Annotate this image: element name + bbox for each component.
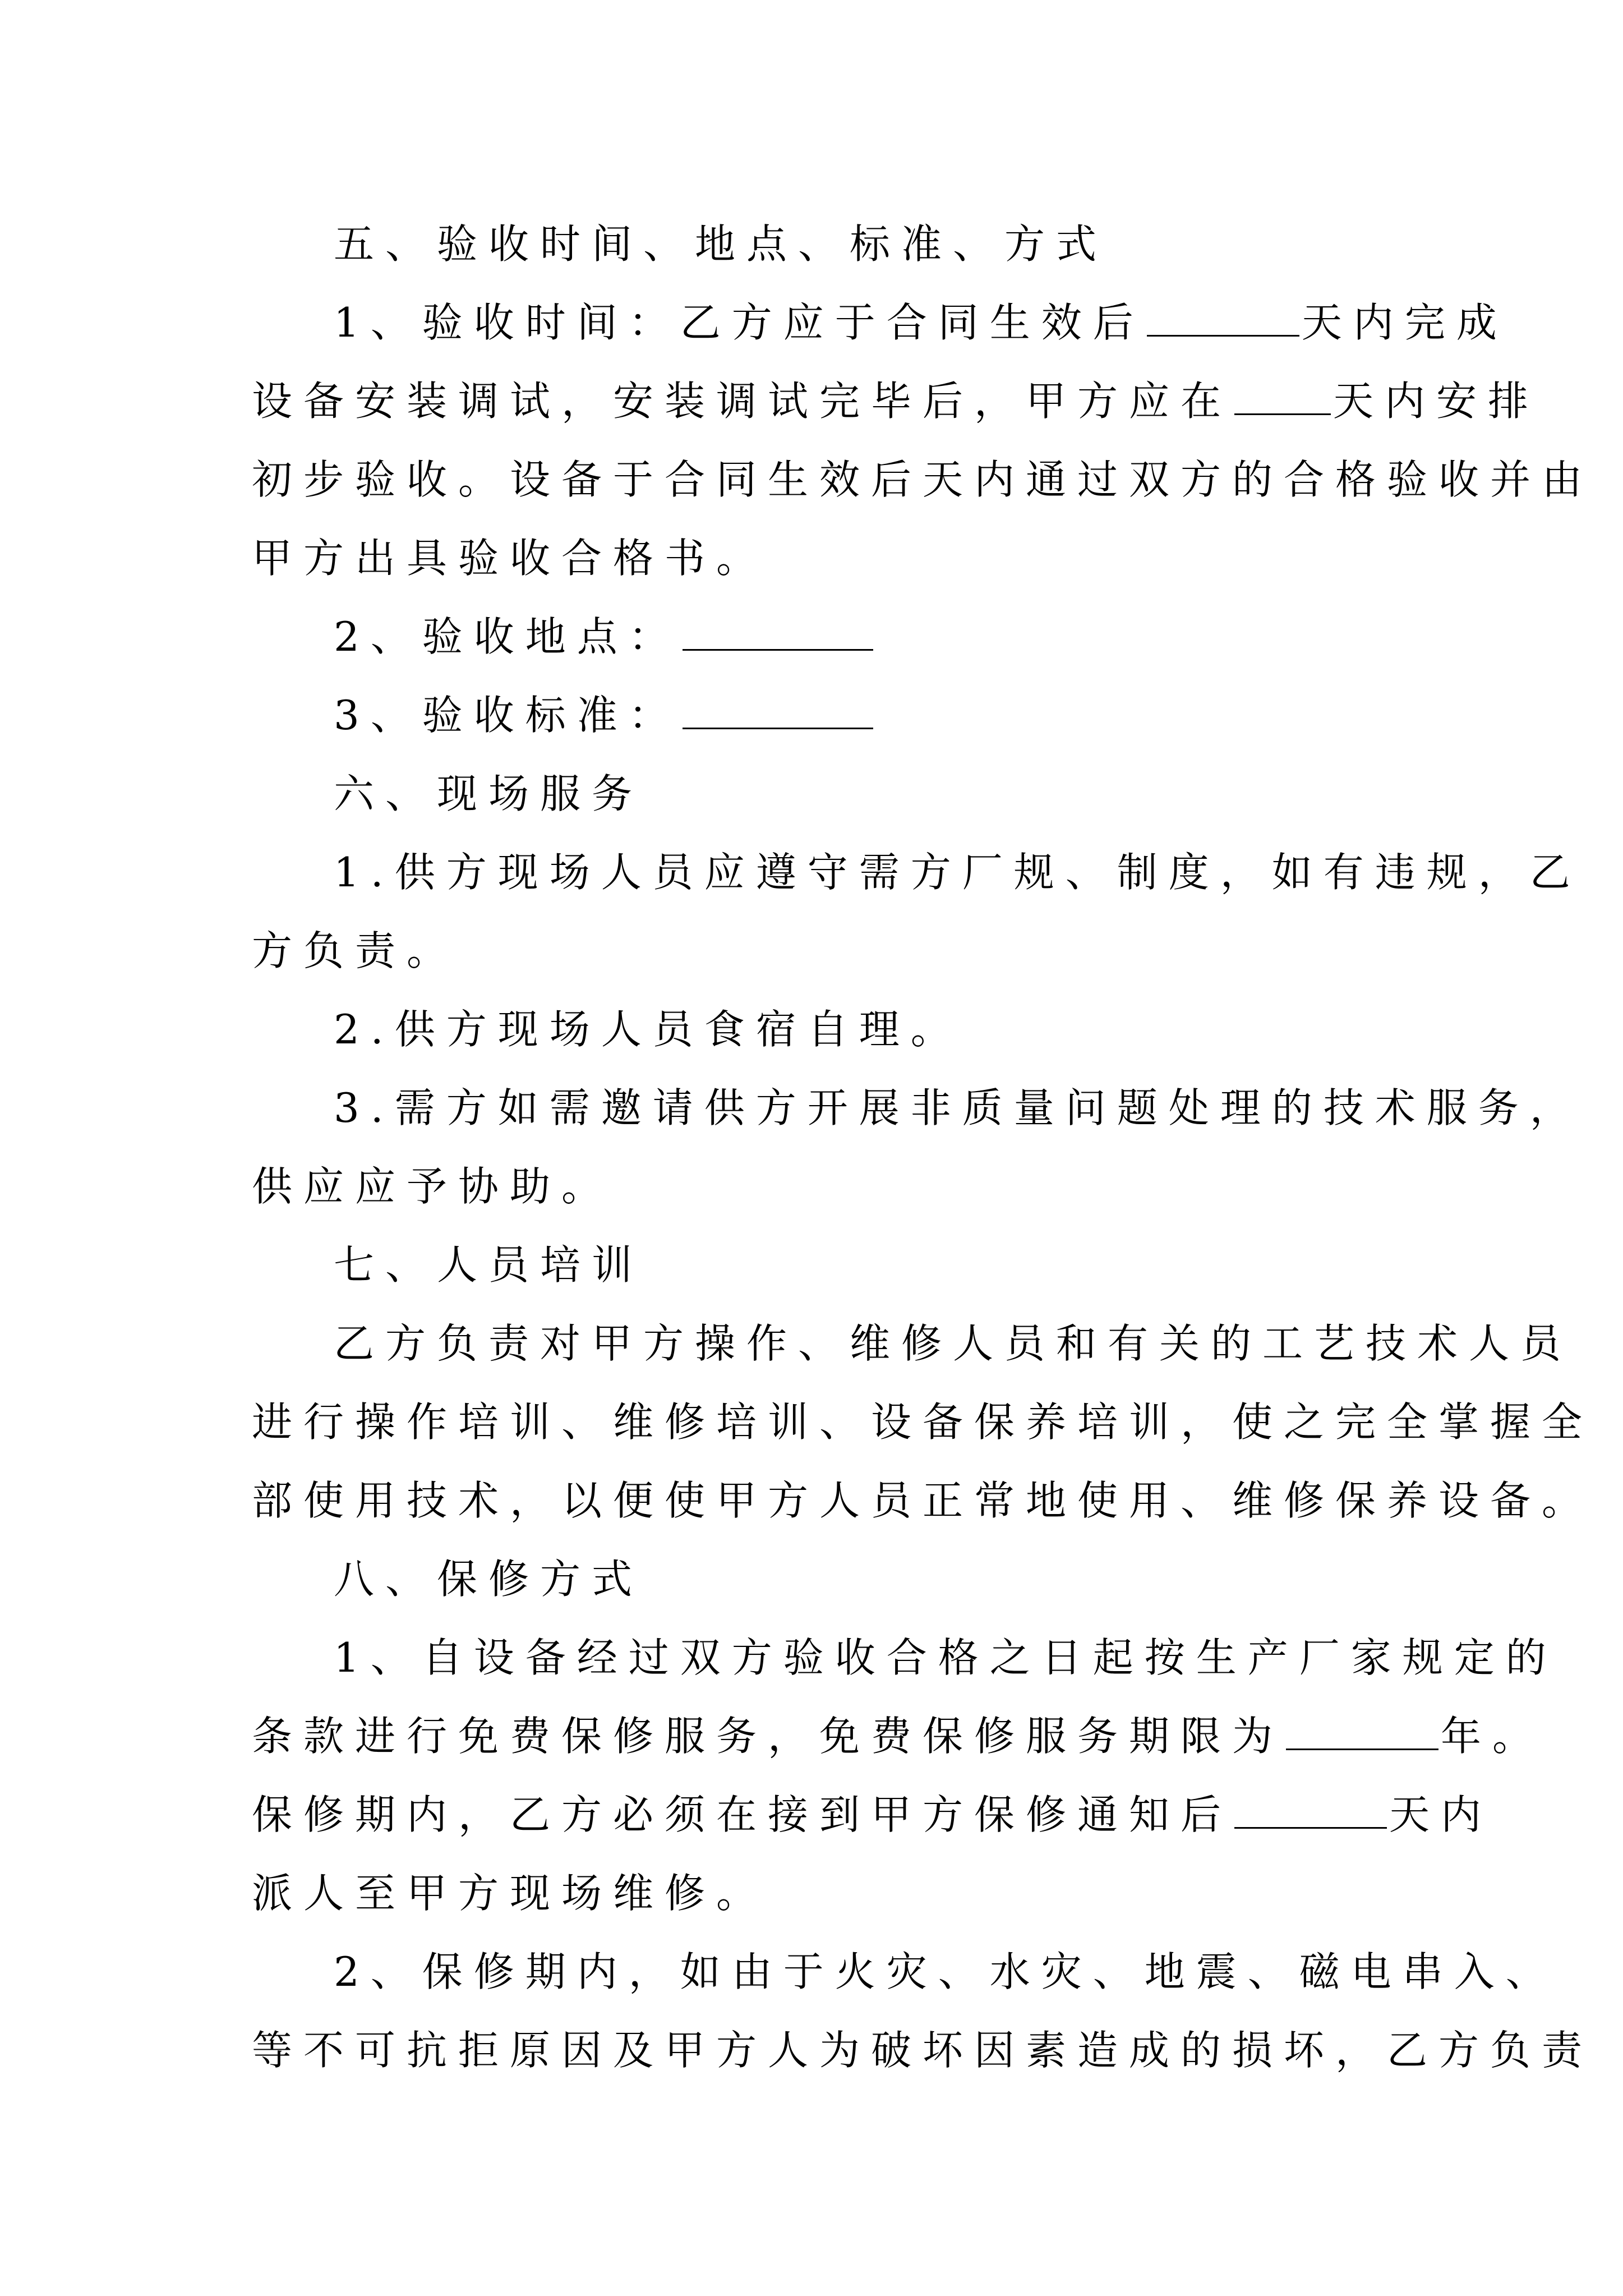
section-8-heading: 八、保修方式 [334, 1556, 644, 1603]
fill-in-blank [1286, 1704, 1438, 1750]
section-7-paragraph-line-3: 部使用技术，以便使甲方人员正常地使用、维修保养设备。 [252, 1477, 1594, 1524]
section-5-heading: 五、验收时间、地点、标准、方式 [334, 220, 1108, 268]
fill-in-blank [1147, 290, 1299, 337]
fill-in-blank [1234, 369, 1331, 415]
section-7-heading: 七、人员培训 [334, 1241, 644, 1289]
section-5-item-1-line-3: 初步验收。设备于合同生效后天内通过双方的合格验收并由 [252, 456, 1594, 503]
section-8-item-2: 2、保修期内，如由于火灾、水灾、地震、磁电串入、 [334, 1948, 1557, 1995]
section-6-item-1: 1.供方现场人员应遵守需方厂规、制度，如有违规，乙 [334, 849, 1581, 896]
fill-in-blank [1234, 1782, 1387, 1829]
section-5-item-3: 3、验收标准： [0, 676, 1623, 754]
section-5-item-1: 1、验收时间：乙方应于合同生效后 天内完成 [0, 283, 1623, 362]
section-6-item-3-line-2: 供应应予协助。 [252, 1163, 614, 1210]
section-6-heading: 六、现场服务 [334, 770, 644, 817]
fill-in-blank [683, 683, 873, 729]
section-6-item-3: 3.需方如需邀请供方开展非质量问题处理的技术服务， [334, 1084, 1581, 1131]
section-6-item-2: 2.供方现场人员食宿自理。 [334, 1006, 962, 1053]
section-8-item-1-line-2: 条款进行免费保修服务，免费保修服务期限为 年。 [0, 1697, 1623, 1775]
section-7-paragraph: 乙方负责对甲方操作、维修人员和有关的工艺技术人员 [334, 1320, 1573, 1367]
section-8-item-1: 1、自设备经过双方验收合格之日起按生产厂家规定的 [334, 1634, 1557, 1681]
section-8-item-1-line-3: 保修期内，乙方必须在接到甲方保修通知后 天内 [0, 1775, 1623, 1854]
section-8-item-1-line-4: 派人至甲方现场维修。 [252, 1870, 768, 1917]
section-5-item-1-line-4: 甲方出具验收合格书。 [252, 535, 768, 582]
section-5-item-2: 2、验收地点： [0, 597, 1623, 676]
section-8-item-2-line-2: 等不可抗拒原因及甲方人为破坏因素造成的损坏，乙方负责 [252, 2027, 1594, 2074]
section-6-item-1-line-2: 方负责。 [252, 927, 459, 974]
fill-in-blank [683, 604, 873, 651]
section-5-item-1-line-2: 设备安装调试，安装调试完毕后，甲方应在 天内安排 [0, 362, 1623, 440]
section-7-paragraph-line-2: 进行操作培训、维修培训、设备保养培训，使之完全掌握全 [252, 1398, 1594, 1446]
